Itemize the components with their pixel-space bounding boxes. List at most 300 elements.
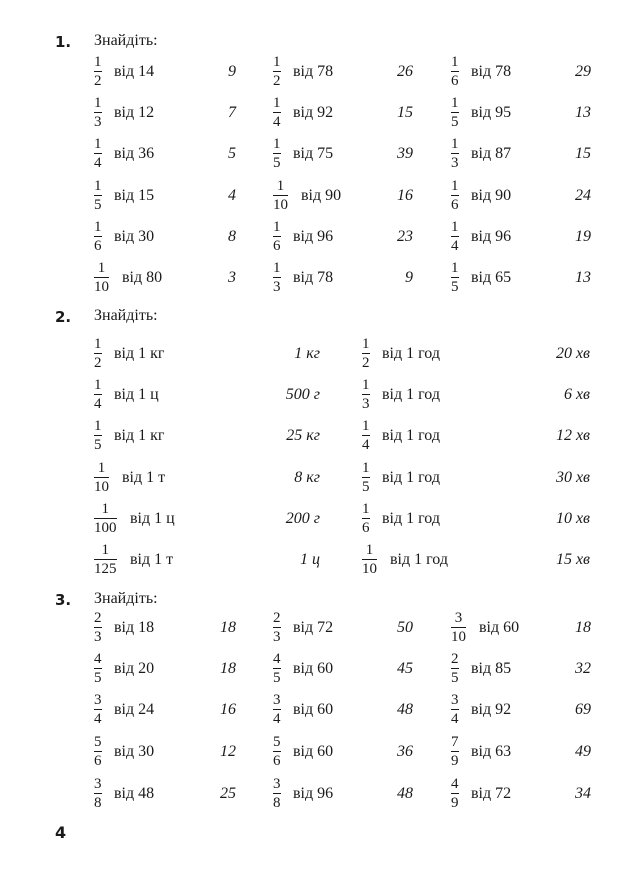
fraction-bar (273, 627, 281, 628)
problem-text: від 75 (293, 145, 334, 162)
fraction (94, 219, 102, 254)
problem-item (451, 260, 591, 304)
fraction-denominator: 5 (273, 670, 281, 687)
fraction-numerator: 3 (94, 692, 102, 708)
fraction (273, 54, 281, 89)
fraction-numerator: 1 (273, 219, 281, 235)
fraction (94, 95, 102, 130)
fraction-denominator: 4 (273, 711, 281, 728)
exercise-title: Знайдіть: (94, 307, 158, 324)
fraction-bar (451, 793, 459, 794)
problem-text: від 30 (114, 228, 155, 245)
fraction-denominator: 100 (94, 520, 117, 537)
answer-value: 45 (397, 660, 413, 677)
problem-text: від 78 (471, 63, 512, 80)
fraction-bar (273, 112, 281, 113)
fraction (451, 95, 459, 130)
fraction-numerator: 1 (273, 54, 281, 70)
fraction-denominator: 6 (273, 753, 281, 770)
problem-text: від 1 т (130, 551, 174, 568)
fraction-denominator: 4 (94, 155, 102, 172)
fraction-numerator: 1 (451, 95, 459, 111)
fraction-denominator: 9 (451, 795, 459, 812)
problem-item (451, 178, 591, 222)
problem-item (94, 136, 236, 180)
answer-value: 10 хв (555, 510, 590, 527)
problem-item (273, 610, 413, 654)
fraction-denominator: 5 (94, 197, 102, 214)
fraction-bar (94, 153, 102, 154)
fraction-bar (94, 793, 102, 794)
fraction-denominator: 6 (273, 238, 281, 255)
answer-value: 9 (405, 269, 413, 286)
fraction (362, 460, 370, 495)
fraction (94, 734, 102, 769)
problem-item (451, 776, 591, 820)
fraction-denominator: 3 (273, 629, 281, 646)
problem-text: від 36 (114, 145, 155, 162)
problem-item (451, 136, 591, 180)
problem-text: від 72 (471, 785, 512, 802)
fraction-bar (362, 353, 370, 354)
fraction-bar (451, 668, 459, 669)
problem-text: від 90 (301, 187, 342, 204)
fraction-numerator: 1 (362, 418, 370, 434)
problem-item (362, 418, 590, 462)
fraction (362, 377, 370, 412)
problem-item (94, 377, 320, 421)
problem-text: від 92 (471, 701, 512, 718)
answer-value: 1 ц (300, 551, 320, 568)
problem-item (94, 692, 236, 736)
fraction (451, 219, 459, 254)
fraction-denominator: 10 (273, 197, 288, 214)
problem-item (94, 734, 236, 778)
fraction (273, 219, 281, 254)
answer-value: 25 (220, 785, 236, 802)
fraction-numerator: 1 (451, 136, 459, 152)
fraction-numerator: 5 (94, 734, 102, 750)
fraction-bar (94, 195, 102, 196)
fraction-bar (451, 195, 459, 196)
fraction-bar (273, 195, 288, 196)
problem-text: від 1 ц (114, 386, 159, 403)
answer-value: 13 (575, 269, 591, 286)
problem-item (94, 418, 320, 462)
problem-item (94, 651, 236, 695)
fraction-numerator: 1 (451, 219, 459, 235)
problem-text: від 24 (114, 701, 155, 718)
fraction-denominator: 8 (94, 795, 102, 812)
problem-item (451, 692, 591, 736)
fraction-denominator: 6 (94, 238, 102, 255)
answer-value: 20 хв (555, 345, 590, 362)
problem-item (94, 178, 236, 222)
problem-text: від 78 (293, 269, 334, 286)
answer-value: 4 (228, 187, 236, 204)
problem-item (362, 460, 590, 504)
fraction-denominator: 8 (273, 795, 281, 812)
fraction-denominator: 10 (94, 279, 109, 296)
problem-item (94, 776, 236, 820)
fraction (94, 418, 102, 453)
fraction (94, 460, 109, 495)
fraction-denominator: 3 (362, 396, 370, 413)
exercise-title: Знайдіть: (94, 590, 158, 607)
fraction (94, 178, 102, 213)
problem-text: від 96 (293, 785, 334, 802)
answer-value: 24 (575, 187, 591, 204)
problem-text: від 48 (114, 785, 155, 802)
problem-item (273, 776, 413, 820)
fraction-numerator: 5 (273, 734, 281, 750)
fraction (451, 734, 459, 769)
answer-value: 13 (575, 104, 591, 121)
problem-text: від 1 год (382, 510, 440, 527)
fraction-numerator: 7 (451, 734, 459, 750)
answer-value: 16 (397, 187, 413, 204)
fraction-numerator: 1 (97, 460, 106, 476)
fraction-denominator: 10 (94, 479, 109, 496)
problem-item (362, 542, 590, 586)
answer-value: 1 кг (294, 345, 320, 362)
answer-value: 7 (228, 104, 236, 121)
fraction-bar (451, 751, 459, 752)
problem-item (451, 734, 591, 778)
answer-value: 23 (397, 228, 413, 245)
fraction-bar (273, 793, 281, 794)
problem-text: від 90 (471, 187, 512, 204)
fraction-numerator: 1 (362, 336, 370, 352)
fraction (451, 610, 466, 645)
fraction-numerator: 1 (273, 95, 281, 111)
answer-value: 18 (220, 660, 236, 677)
answer-value: 69 (575, 701, 591, 718)
problem-item (451, 95, 591, 139)
fraction-numerator: 1 (362, 377, 370, 393)
fraction-denominator: 5 (451, 279, 459, 296)
fraction-denominator: 9 (451, 753, 459, 770)
fraction-denominator: 2 (94, 355, 102, 372)
fraction (273, 651, 281, 686)
fraction (451, 54, 459, 89)
fraction (94, 377, 102, 412)
fraction-numerator: 3 (273, 692, 281, 708)
problem-item (273, 260, 413, 304)
answer-value: 9 (228, 63, 236, 80)
problem-text: від 1 кг (114, 427, 165, 444)
answer-value: 29 (575, 63, 591, 80)
problem-item (94, 542, 320, 586)
fraction-bar (94, 236, 102, 237)
fraction-denominator: 3 (94, 114, 102, 131)
fraction (273, 95, 281, 130)
problem-text: від 78 (293, 63, 334, 80)
fraction-denominator: 3 (94, 629, 102, 646)
problem-text: від 1 год (382, 469, 440, 486)
problem-text: від 1 кг (114, 345, 165, 362)
answer-value: 18 (220, 619, 236, 636)
problem-text: від 1 год (390, 551, 448, 568)
problem-text: від 87 (471, 145, 512, 162)
fraction (273, 692, 281, 727)
problem-text: від 15 (114, 187, 155, 204)
fraction-numerator: 1 (94, 418, 102, 434)
fraction-bar (273, 153, 281, 154)
answer-value: 500 г (285, 386, 320, 403)
problem-item (273, 734, 413, 778)
problem-item (94, 460, 320, 504)
answer-value: 3 (228, 269, 236, 286)
fraction-numerator: 1 (94, 54, 102, 70)
problem-text: від 96 (471, 228, 512, 245)
fraction-numerator: 3 (94, 776, 102, 792)
fraction-bar (94, 518, 117, 519)
problem-item (273, 54, 413, 98)
problem-text: від 96 (293, 228, 334, 245)
fraction-denominator: 6 (451, 73, 459, 90)
fraction-denominator: 5 (94, 437, 102, 454)
problem-item (94, 260, 236, 304)
fraction-numerator: 1 (94, 377, 102, 393)
problem-text: від 65 (471, 269, 512, 286)
problem-text: від 18 (114, 619, 155, 636)
problem-item (273, 95, 413, 139)
fraction-bar (273, 277, 281, 278)
fraction-denominator: 4 (362, 437, 370, 454)
fraction-bar (94, 353, 102, 354)
problem-item (451, 610, 591, 654)
fraction (94, 501, 117, 536)
fraction-numerator: 3 (273, 776, 281, 792)
fraction-bar (451, 709, 459, 710)
fraction-bar (94, 71, 102, 72)
fraction (94, 336, 102, 371)
fraction (451, 692, 459, 727)
fraction-denominator: 2 (362, 355, 370, 372)
fraction-bar (94, 435, 102, 436)
answer-value: 50 (397, 619, 413, 636)
fraction-bar (451, 71, 459, 72)
fraction-numerator: 1 (94, 219, 102, 235)
answer-value: 6 хв (563, 386, 590, 403)
fraction-numerator: 1 (273, 260, 281, 276)
fraction-denominator: 10 (362, 561, 377, 578)
exercise-number: 1. (55, 33, 72, 51)
answer-value: 16 (220, 701, 236, 718)
problem-text: від 95 (471, 104, 512, 121)
fraction-bar (94, 751, 102, 752)
fraction (451, 136, 459, 171)
fraction-numerator: 1 (451, 260, 459, 276)
fraction (273, 776, 281, 811)
fraction-denominator: 4 (273, 114, 281, 131)
answer-value: 26 (397, 63, 413, 80)
answer-value: 49 (575, 743, 591, 760)
answer-value: 36 (397, 743, 413, 760)
problem-text: від 1 год (382, 386, 440, 403)
fraction-bar (362, 518, 370, 519)
fraction-numerator: 1 (451, 178, 459, 194)
answer-value: 8 кг (294, 469, 320, 486)
fraction-denominator: 6 (94, 753, 102, 770)
fraction-denominator: 4 (451, 711, 459, 728)
problem-text: від 63 (471, 743, 512, 760)
fraction-denominator: 2 (273, 73, 281, 90)
fraction-bar (94, 394, 102, 395)
fraction-numerator: 4 (451, 776, 459, 792)
answer-value: 32 (575, 660, 591, 677)
problem-text: від 30 (114, 743, 155, 760)
answer-value: 30 хв (555, 469, 590, 486)
problem-item (94, 95, 236, 139)
fraction-denominator: 3 (451, 155, 459, 172)
fraction-numerator: 1 (94, 336, 102, 352)
fraction-numerator: 3 (451, 692, 459, 708)
fraction-numerator: 1 (273, 136, 281, 152)
fraction (273, 610, 281, 645)
fraction-bar (94, 627, 102, 628)
problem-text: від 20 (114, 660, 155, 677)
problem-text: від 1 т (122, 469, 166, 486)
fraction (362, 336, 370, 371)
problem-item (273, 651, 413, 695)
problem-item (94, 501, 320, 545)
fraction-bar (362, 559, 377, 560)
fraction (451, 260, 459, 295)
problem-item (273, 178, 413, 222)
fraction-numerator: 4 (94, 651, 102, 667)
answer-value: 19 (575, 228, 591, 245)
fraction-bar (451, 627, 466, 628)
fraction-numerator: 2 (94, 610, 102, 626)
answer-value: 12 хв (555, 427, 590, 444)
answer-value: 5 (228, 145, 236, 162)
answer-value: 200 г (285, 510, 320, 527)
fraction (273, 178, 288, 213)
fraction-denominator: 5 (362, 479, 370, 496)
fraction-denominator: 4 (451, 238, 459, 255)
fraction-denominator: 10 (451, 629, 466, 646)
fraction (451, 651, 459, 686)
problem-item (94, 610, 236, 654)
page-number: 4 (55, 823, 67, 842)
exercise-title: Знайдіть: (94, 32, 158, 49)
problem-text: від 14 (114, 63, 155, 80)
problem-item (273, 219, 413, 263)
fraction-denominator: 4 (94, 396, 102, 413)
problem-text: від 12 (114, 104, 155, 121)
problem-item (362, 501, 590, 545)
problem-text: від 85 (471, 660, 512, 677)
answer-value: 34 (575, 785, 591, 802)
answer-value: 48 (397, 785, 413, 802)
fraction (362, 501, 370, 536)
fraction-numerator: 2 (451, 651, 459, 667)
problem-item (451, 651, 591, 695)
fraction-denominator: 125 (94, 561, 117, 578)
fraction-bar (273, 709, 281, 710)
fraction-bar (362, 477, 370, 478)
fraction-bar (451, 277, 459, 278)
fraction (273, 734, 281, 769)
problem-item (362, 377, 590, 421)
answer-value: 15 (575, 145, 591, 162)
fraction-denominator: 4 (94, 711, 102, 728)
fraction (362, 418, 370, 453)
problem-item (94, 336, 320, 380)
answer-value: 12 (220, 743, 236, 760)
fraction (94, 542, 117, 577)
fraction-numerator: 1 (97, 260, 106, 276)
answer-value: 15 хв (555, 551, 590, 568)
fraction-numerator: 3 (454, 610, 463, 626)
answer-value: 8 (228, 228, 236, 245)
fraction-numerator: 1 (365, 542, 374, 558)
problem-item (273, 136, 413, 180)
exercise-number: 2. (55, 308, 72, 326)
fraction-bar (451, 153, 459, 154)
fraction-denominator: 3 (273, 279, 281, 296)
fraction (94, 610, 102, 645)
answer-value: 48 (397, 701, 413, 718)
fraction-denominator: 5 (451, 670, 459, 687)
fraction-numerator: 1 (101, 542, 109, 558)
fraction-numerator: 1 (94, 95, 102, 111)
fraction-numerator: 1 (451, 54, 459, 70)
fraction-bar (94, 277, 109, 278)
fraction (94, 136, 102, 171)
fraction-bar (362, 394, 370, 395)
fraction-numerator: 1 (101, 501, 109, 517)
fraction (94, 651, 102, 686)
fraction-numerator: 1 (94, 178, 102, 194)
fraction (94, 776, 102, 811)
fraction-numerator: 1 (94, 136, 102, 152)
fraction-numerator: 1 (362, 460, 370, 476)
fraction (273, 260, 281, 295)
answer-value: 18 (575, 619, 591, 636)
fraction (94, 692, 102, 727)
fraction-bar (273, 236, 281, 237)
fraction (94, 54, 102, 89)
fraction-numerator: 4 (273, 651, 281, 667)
fraction (362, 542, 377, 577)
problem-item (451, 219, 591, 263)
problem-text: від 60 (293, 660, 334, 677)
fraction-bar (94, 559, 117, 560)
fraction-bar (362, 435, 370, 436)
problem-text: від 92 (293, 104, 334, 121)
fraction-numerator: 1 (362, 501, 370, 517)
fraction-denominator: 5 (94, 670, 102, 687)
fraction-numerator: 2 (273, 610, 281, 626)
problem-text: від 1 год (382, 345, 440, 362)
fraction-bar (94, 112, 102, 113)
fraction (451, 178, 459, 213)
problem-text: від 60 (293, 743, 334, 760)
fraction-bar (451, 112, 459, 113)
problem-text: від 80 (122, 269, 163, 286)
problem-text: від 1 год (382, 427, 440, 444)
fraction-bar (273, 71, 281, 72)
problem-item (94, 219, 236, 263)
fraction-bar (94, 709, 102, 710)
answer-value: 15 (397, 104, 413, 121)
fraction-bar (451, 236, 459, 237)
fraction-denominator: 5 (451, 114, 459, 131)
fraction-numerator: 1 (276, 178, 285, 194)
